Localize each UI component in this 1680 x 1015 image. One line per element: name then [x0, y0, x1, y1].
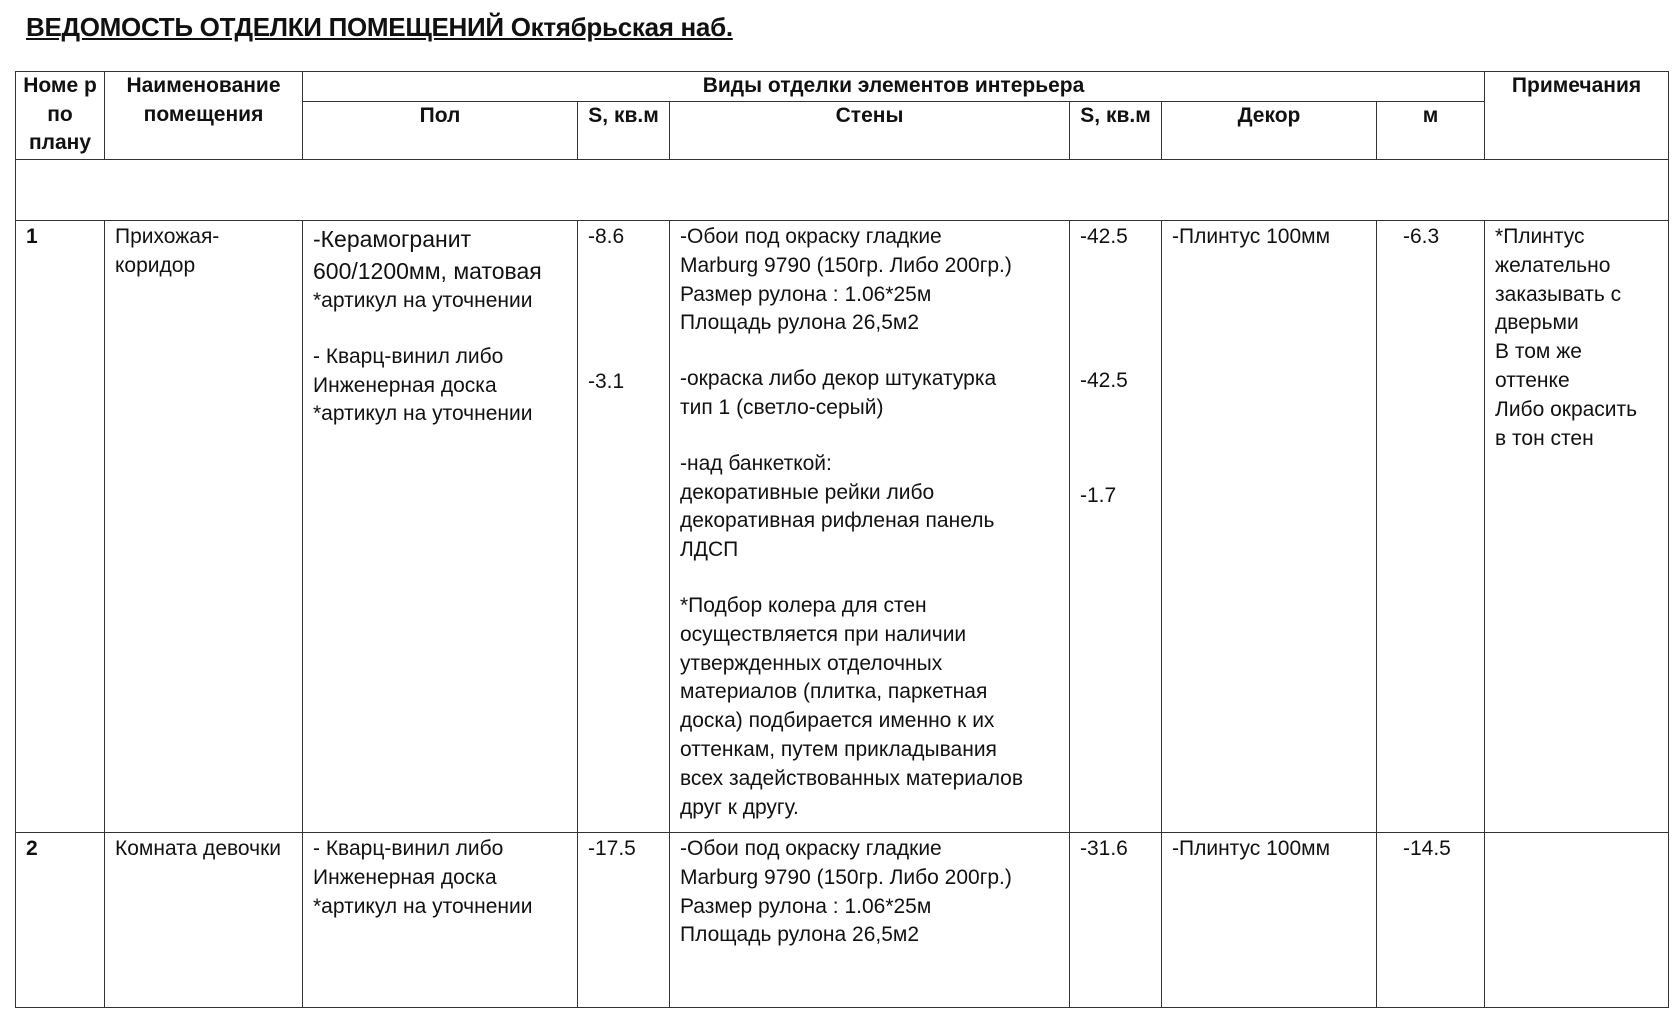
header-room-name: Наименование помещения — [105, 72, 303, 160]
decor: -Плинтус 100мм — [1162, 221, 1377, 833]
floor-area: -17.5 — [578, 833, 670, 1008]
document-title: ВЕДОМОСТЬ ОТДЕЛКИ ПОМЕЩЕНИЙ Октябрьская наб. — [26, 12, 733, 42]
finishing-schedule-table — [15, 71, 1669, 1008]
walls-area-2: -42.5 — [1080, 368, 1128, 392]
header-finish-types: Виды отделки элементов интерьера — [303, 72, 1485, 102]
empty-row — [16, 160, 1669, 221]
floor-finish-2: - Кварц-винил либо Инженерная доска *артикул на уточнении — [313, 344, 533, 426]
notes — [1485, 833, 1669, 1008]
room-name: Прихожая- коридор — [105, 221, 303, 833]
header-plan-number: Номе р по плану — [16, 72, 105, 160]
table-row — [16, 221, 1669, 833]
walls-finish — [670, 221, 1070, 833]
header-floor: Пол — [303, 102, 578, 160]
floor-area-1: -8.6 — [588, 225, 625, 248]
decor: -Плинтус 100мм — [1162, 833, 1377, 1008]
walls-finish-3: -над банкеткой: декоративные рейки либо декоративная рифленая панель ЛДСП — [680, 451, 995, 562]
floor-finish — [303, 221, 578, 833]
notes: *Плинтус желательно заказывать с дверьми В том же оттенке Либо окрасить в тон стен — [1485, 221, 1669, 833]
table-row — [16, 833, 1669, 1008]
header-decor: Декор — [1162, 102, 1377, 160]
floor-finish-1: -Керамогранит 600/1200мм, матовая — [313, 226, 542, 284]
room-number: 2 — [16, 833, 105, 1008]
floor-finish: - Кварц-винил либо Инженерная доска *артикул на уточнении — [303, 833, 578, 1008]
header-walls: Стены — [670, 102, 1070, 160]
room-name: Комната девочки — [105, 833, 303, 1008]
header-walls-area: S, кв.м — [1070, 102, 1162, 160]
walls-finish-note: *Подбор колера для стен осуществляется при наличии утвержденных отделочных материалов (плитка, паркетная доска) подбирается именно к их оттенкам, путем прикладывания всех задействованных материалов друг к другу. — [680, 593, 1024, 819]
walls-area-3: -1.7 — [1080, 483, 1117, 507]
header-floor-area: S, кв.м — [578, 102, 670, 160]
floor-area-2: -3.1 — [588, 369, 625, 393]
walls-area-1: -42.5 — [1080, 225, 1128, 248]
walls-finish-1: -Обои под окраску гладкие Marburg 9790 (150гр. Либо 200гр.) Размер рулона : 1.06*25м Площадь рулона 26,5м2 — [680, 225, 1012, 335]
floor-area — [578, 221, 670, 833]
decor-meters: -6.3 — [1377, 221, 1485, 833]
empty-cell — [16, 160, 1669, 221]
floor-finish-1-note: *артикул на уточнении — [313, 289, 533, 312]
header-notes: Примечания — [1485, 72, 1669, 160]
walls-area: -31.6 — [1070, 833, 1162, 1008]
walls-finish-2: -окраска либо декор штукатурка тип 1 (светло-серый) — [680, 367, 997, 419]
walls-finish: -Обои под окраску гладкие Marburg 9790 (150гр. Либо 200гр.) Размер рулона : 1.06*25м Площадь рулона 26,5м2 — [670, 833, 1070, 1008]
walls-area — [1070, 221, 1162, 833]
header-decor-meters: м — [1377, 102, 1485, 160]
room-number: 1 — [16, 221, 105, 833]
decor-meters: -14.5 — [1377, 833, 1485, 1008]
